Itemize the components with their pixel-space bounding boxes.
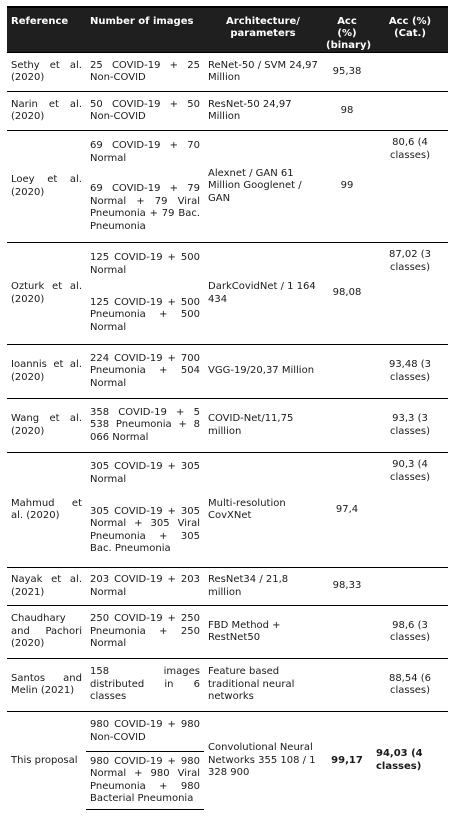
cell-images: 69 COVID-19 + 79 Normal + 79 Viral Pneumonia + 79 Bac. Pneumonia	[90, 183, 200, 232]
cell-images: 305 COVID-19 + 305 Normal + 305 Viral Pneumonia + 305 Bac. Pneumonia	[90, 505, 200, 555]
cell-reference: Narin et al. (2020)	[7, 92, 86, 131]
cell-acc-cat: 87,02 (3 classes)	[372, 243, 448, 345]
cell-acc-binary	[322, 606, 372, 659]
cell-acc-binary	[322, 345, 372, 399]
table-row	[7, 243, 448, 287]
cell-acc-cat: 93,48 (3 classes)	[372, 345, 448, 399]
table-row	[7, 712, 448, 752]
cell-acc-binary: 99,17	[322, 712, 372, 810]
table-row	[7, 92, 448, 131]
table-row	[7, 399, 448, 453]
cell-acc-cat: 90,3 (4 classes)	[372, 453, 448, 568]
cell-images: 980 COVID-19 + 980 Non-COVID	[86, 712, 204, 752]
cell-acc-binary: 99	[322, 131, 372, 243]
cell-images: 203 COVID-19 + 203 Normal	[86, 568, 204, 606]
cell-acc-cat	[372, 92, 448, 131]
cell-architecture: VGG-19/20,37 Million	[204, 345, 322, 399]
comparison-table	[7, 6, 448, 810]
cell-acc-binary: 98,33	[322, 568, 372, 606]
cell-images: 50 COVID-19 + 50 Non-COVID	[86, 92, 204, 131]
header-row	[7, 7, 448, 53]
table-row	[7, 453, 448, 495]
table-row	[7, 568, 448, 606]
cell-images: 224 COVID-19 + 700 Pneumonia + 504 Normal	[86, 345, 204, 399]
cell-architecture: Alexnet / GAN 61 Million Googlenet / GAN	[204, 131, 322, 243]
cell-architecture: COVID-Net/11,75 million	[204, 399, 322, 453]
header-acc-binary: Acc (%) (binary)	[322, 7, 372, 53]
cell-acc-cat	[372, 53, 448, 92]
cell-reference: Nayak et al. (2021)	[7, 568, 86, 606]
cell-acc-cat: 80,6 (4 classes)	[372, 131, 448, 243]
table-row	[7, 345, 448, 399]
cell-architecture: Convolutional Neural Networks 355 108 / 1 328 900	[204, 712, 322, 810]
header-reference: Reference	[7, 7, 86, 53]
cell-architecture: DarkCovidNet / 1 164 434	[204, 243, 322, 345]
cell-images: 305 COVID-19 + 305 Normal	[86, 453, 204, 495]
cell-reference: Mahmud et al. (2020)	[7, 453, 86, 568]
cell-acc-cat	[372, 568, 448, 606]
header-number-of-images: Number of images	[86, 7, 204, 53]
cell-images: 358 COVID-19 + 5 538 Pneumonia + 8 066 Normal	[86, 399, 204, 453]
cell-reference: Loey et al. (2020)	[7, 131, 86, 243]
table-row	[7, 53, 448, 92]
cell-reference: Chaudhary and Pachori (2020)	[7, 606, 86, 659]
cell-architecture: ResNet-50 24,97 Million	[204, 92, 322, 131]
cell-architecture: ReNet-50 / SVM 24,97 Million	[204, 53, 322, 92]
cell-architecture: Multi-resolution CovXNet	[204, 453, 322, 568]
cell-images: 250 COVID-19 + 250 Pneumonia + 250 Normal	[86, 606, 204, 659]
cell-acc-cat: 94,03 (4 classes)	[372, 712, 448, 810]
table-row	[7, 606, 448, 659]
cell-reference: Wang et al. (2020)	[7, 399, 86, 453]
cell-acc-cat: 98,6 (3 classes)	[372, 606, 448, 659]
cell-acc-cat: 88,54 (6 classes)	[372, 659, 448, 712]
table-row	[7, 659, 448, 712]
cell-architecture: ResNet34 / 21,8 million	[204, 568, 322, 606]
cell-acc-binary: 98,08	[322, 243, 372, 345]
cell-acc-binary	[322, 659, 372, 712]
cell-reference: Sethy et al. (2020)	[7, 53, 86, 92]
cell-architecture: FBD Method + RestNet50	[204, 606, 322, 659]
cell-images: 980 COVID-19 + 980 Normal + 980 Viral Pneumonia + 980 Bacterial Pneumonia	[86, 752, 204, 810]
cell-images: 125 COVID-19 + 500 Pneumonia + 500 Normal	[90, 296, 200, 333]
header-acc-cat: Acc (%) (Cat.)	[372, 7, 448, 53]
cell-images: 158 images distributed in 6 classes	[86, 659, 204, 712]
table-row	[7, 131, 448, 175]
cell-acc-binary: 95,38	[322, 53, 372, 92]
cell-images: 125 COVID-19 + 500 Normal	[86, 243, 204, 287]
cell-acc-binary: 97,4	[322, 453, 372, 568]
cell-acc-binary	[322, 399, 372, 453]
cell-architecture: Feature based traditional neural networks	[204, 659, 322, 712]
header-architecture: Architecture/ parameters	[204, 7, 322, 53]
cell-images: 69 COVID-19 + 70 Normal	[86, 131, 204, 175]
cell-reference: Ozturk et al. (2020)	[7, 243, 86, 345]
cell-acc-cat: 93,3 (3 classes)	[372, 399, 448, 453]
cell-reference: This proposal	[7, 712, 86, 810]
cell-images: 25 COVID-19 + 25 Non-COVID	[86, 53, 204, 92]
cell-reference: Ioannis et al. (2020)	[7, 345, 86, 399]
cell-acc-binary: 98	[322, 92, 372, 131]
cell-reference: Santos and Melin (2021)	[7, 659, 86, 712]
